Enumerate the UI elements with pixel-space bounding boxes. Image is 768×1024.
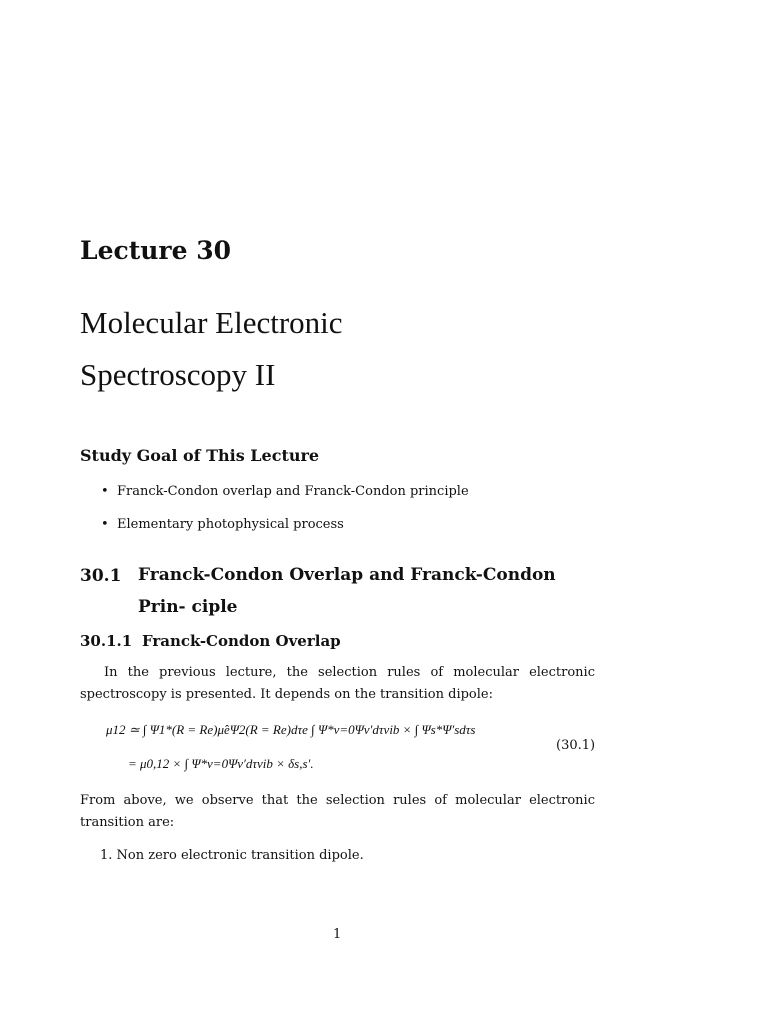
section-number: 30.1	[80, 566, 122, 586]
subsection-title: Franck-Condon Overlap	[142, 632, 341, 650]
subsection-number: 30.1.1	[80, 632, 133, 650]
section-title: Franck-Condon Overlap and Franck-Condon Prin- ciple	[138, 565, 556, 617]
bullet-item	[101, 484, 469, 499]
equation-number: (30.1)	[556, 738, 596, 753]
equation-line-1: μ12 ≃ ∫ Ψ1*(R = Re)μ̂eΨ2(R = Re)dτe ∫ Ψ*ν=0Ψν′dτvib × ∫ Ψs*Ψ′sdτs	[106, 722, 476, 737]
page-number: 1	[333, 927, 342, 942]
lecture-label: Lecture 30	[80, 236, 232, 265]
paragraph-selection-rules: From above, we observe that the selection rules of molecular electronic transition are:	[80, 793, 595, 830]
bullet-text: Franck-Condon overlap and Franck-Condon principle	[117, 484, 469, 499]
bullet-text: Elementary photophysical process	[117, 517, 344, 532]
list-item: 1. Non zero electronic transition dipole.	[100, 848, 364, 863]
title-line-2: Spectroscopy II	[80, 357, 276, 392]
equation-line-2: = μ0,12 × ∫ Ψ*ν=0Ψν′dτvib × δs,s′.	[128, 756, 314, 771]
study-goal-heading: Study Goal of This Lecture	[80, 446, 320, 465]
bullet-dot-icon: •	[101, 484, 109, 499]
bullet-dot-icon: •	[101, 517, 109, 532]
bullet-item	[101, 517, 344, 532]
paragraph-intro: In the previous lecture, the selection rules of molecular electronic spectroscopy is presented. It depends on the transition dipole:	[80, 665, 595, 702]
title-line-1: Molecular Electronic	[80, 305, 343, 340]
